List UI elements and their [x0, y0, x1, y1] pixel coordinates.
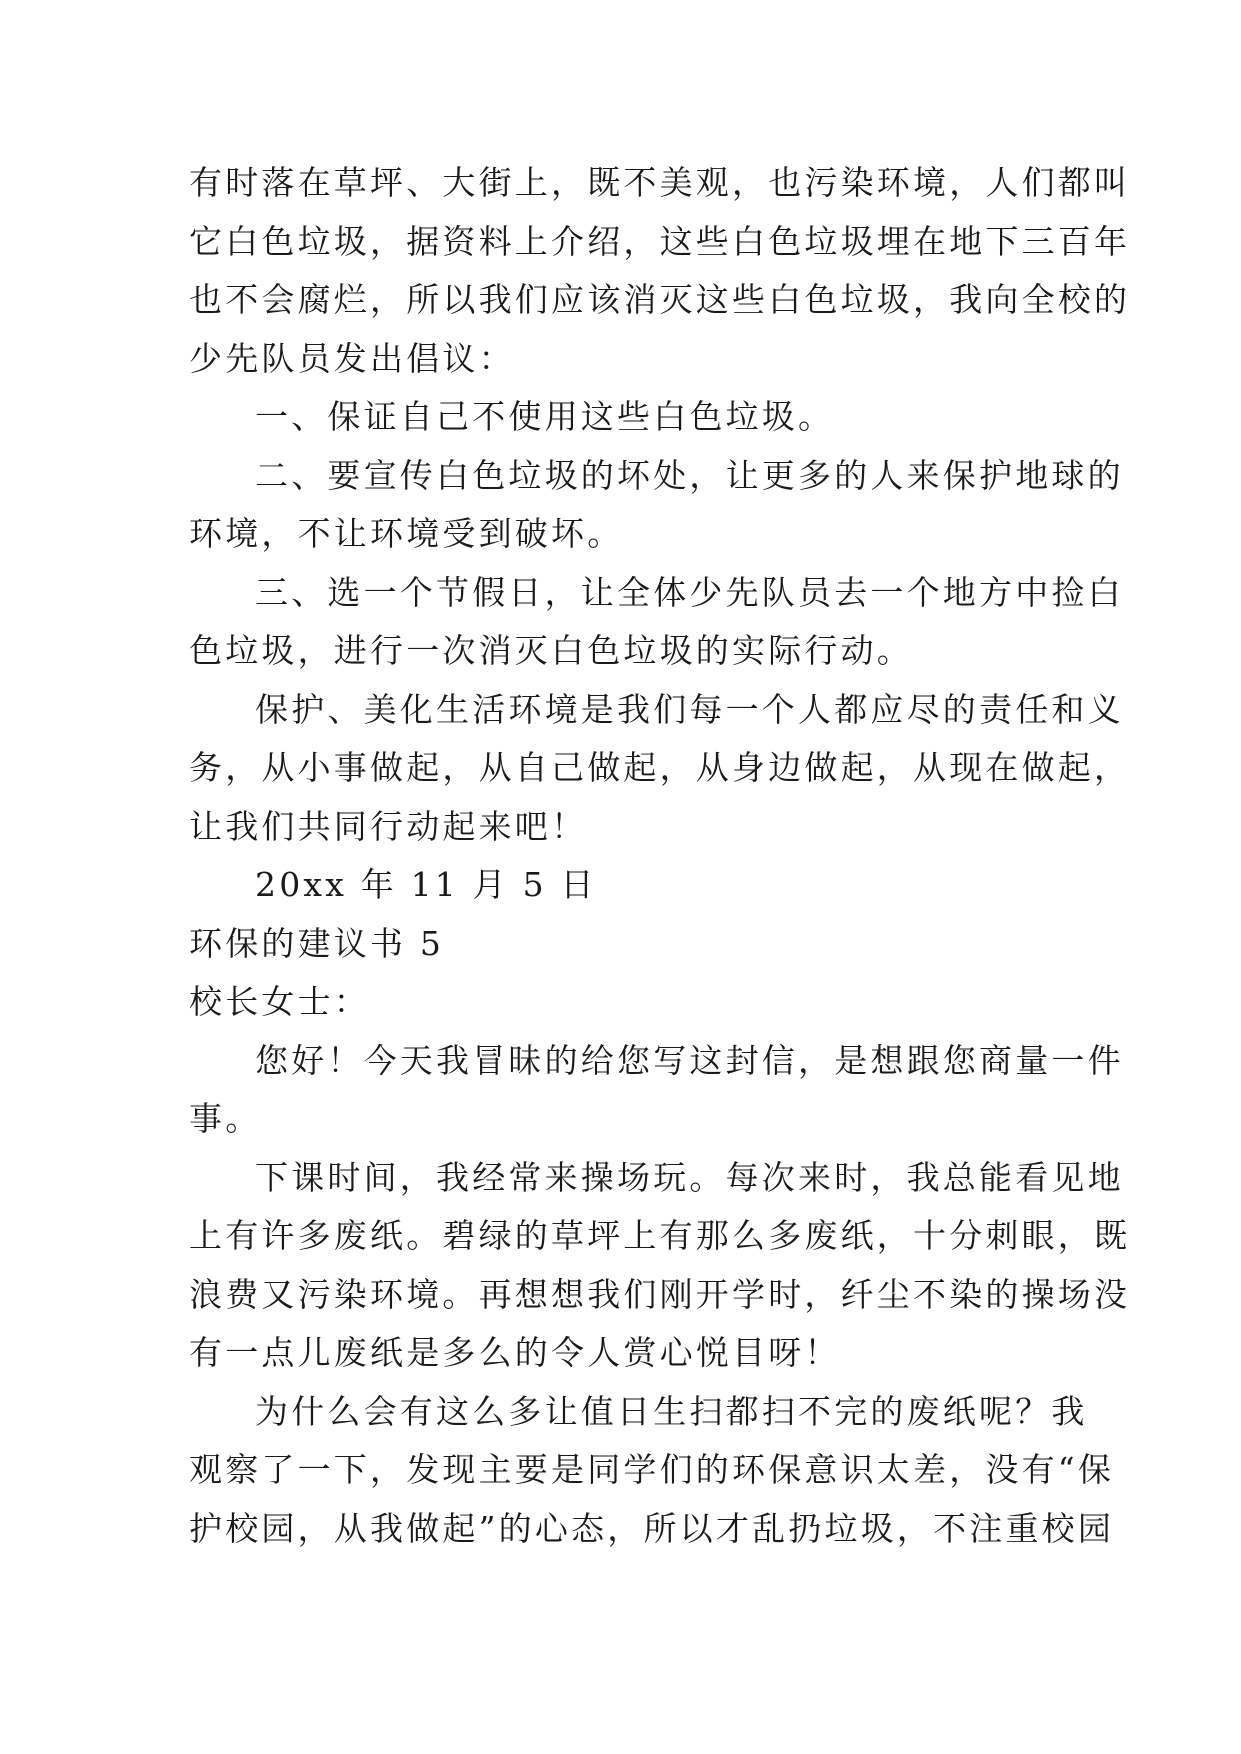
- text-line: 环保的建议书 5: [189, 923, 445, 963]
- text-line: 事。: [189, 1099, 262, 1138]
- text-line: 浪费又污染环境。再想想我们刚开学时，纤尘不染的操场没: [189, 1274, 1131, 1314]
- text-line: 少先队员发出倡议：: [189, 338, 515, 378]
- text-line: 护校园，从我做起”的心态，所以才乱扔垃圾，不注重校园: [189, 1508, 1115, 1548]
- text-line: 观察了一下，发现主要是同学们的环保意识太差，没有“保: [189, 1450, 1115, 1489]
- text-line: 保护、美化生活环境是我们每一个人都应尽的责任和义: [255, 689, 1124, 729]
- text-line: 它白色垃圾，据资料上介绍，这些白色垃圾埋在地下三百年: [189, 221, 1131, 261]
- text-line: 为什么会有这么多让值日生扫都扫不完的废纸呢？我: [255, 1391, 1088, 1431]
- document-body: [189, 154, 1131, 1558]
- text-line: 您好！今天我冒昧的给您写这封信，是想跟您商量一件: [255, 1040, 1124, 1080]
- text-line: 让我们共同行动起来吧！: [189, 806, 588, 846]
- text-line: 有时落在草坪、大街上，既不美观，也污染环境，人们都叫: [189, 163, 1131, 202]
- text-line: 也不会腐烂，所以我们应该消灭这些白色垃圾，我向全校的: [189, 280, 1131, 319]
- text-line: 上有许多废纸。碧绿的草坪上有那么多废纸，十分刺眼，既: [189, 1216, 1131, 1255]
- text-line: 务，从小事做起，从自己做起，从身边做起，从现在做起，: [189, 748, 1131, 787]
- text-line: 20xx 年 11 月 5 日: [255, 865, 597, 904]
- text-line: 校长女士：: [189, 982, 370, 1021]
- text-line: 下课时间，我经常来操场玩。每次来时，我总能看见地: [255, 1157, 1124, 1197]
- text-line: 二、要宣传白色垃圾的坏处，让更多的人来保护地球的: [255, 455, 1124, 495]
- text-line: 环境，不让环境受到破坏。: [189, 514, 624, 553]
- text-line: 色垃圾，进行一次消灭白色垃圾的实际行动。: [189, 631, 913, 670]
- text-line: 一、保证自己不使用这些白色垃圾。: [255, 397, 835, 436]
- text-line: 三、选一个节假日，让全体少先队员去一个地方中捡白: [255, 572, 1124, 612]
- text-line: 有一点儿废纸是多么的令人赏心悦目呀！: [189, 1333, 841, 1372]
